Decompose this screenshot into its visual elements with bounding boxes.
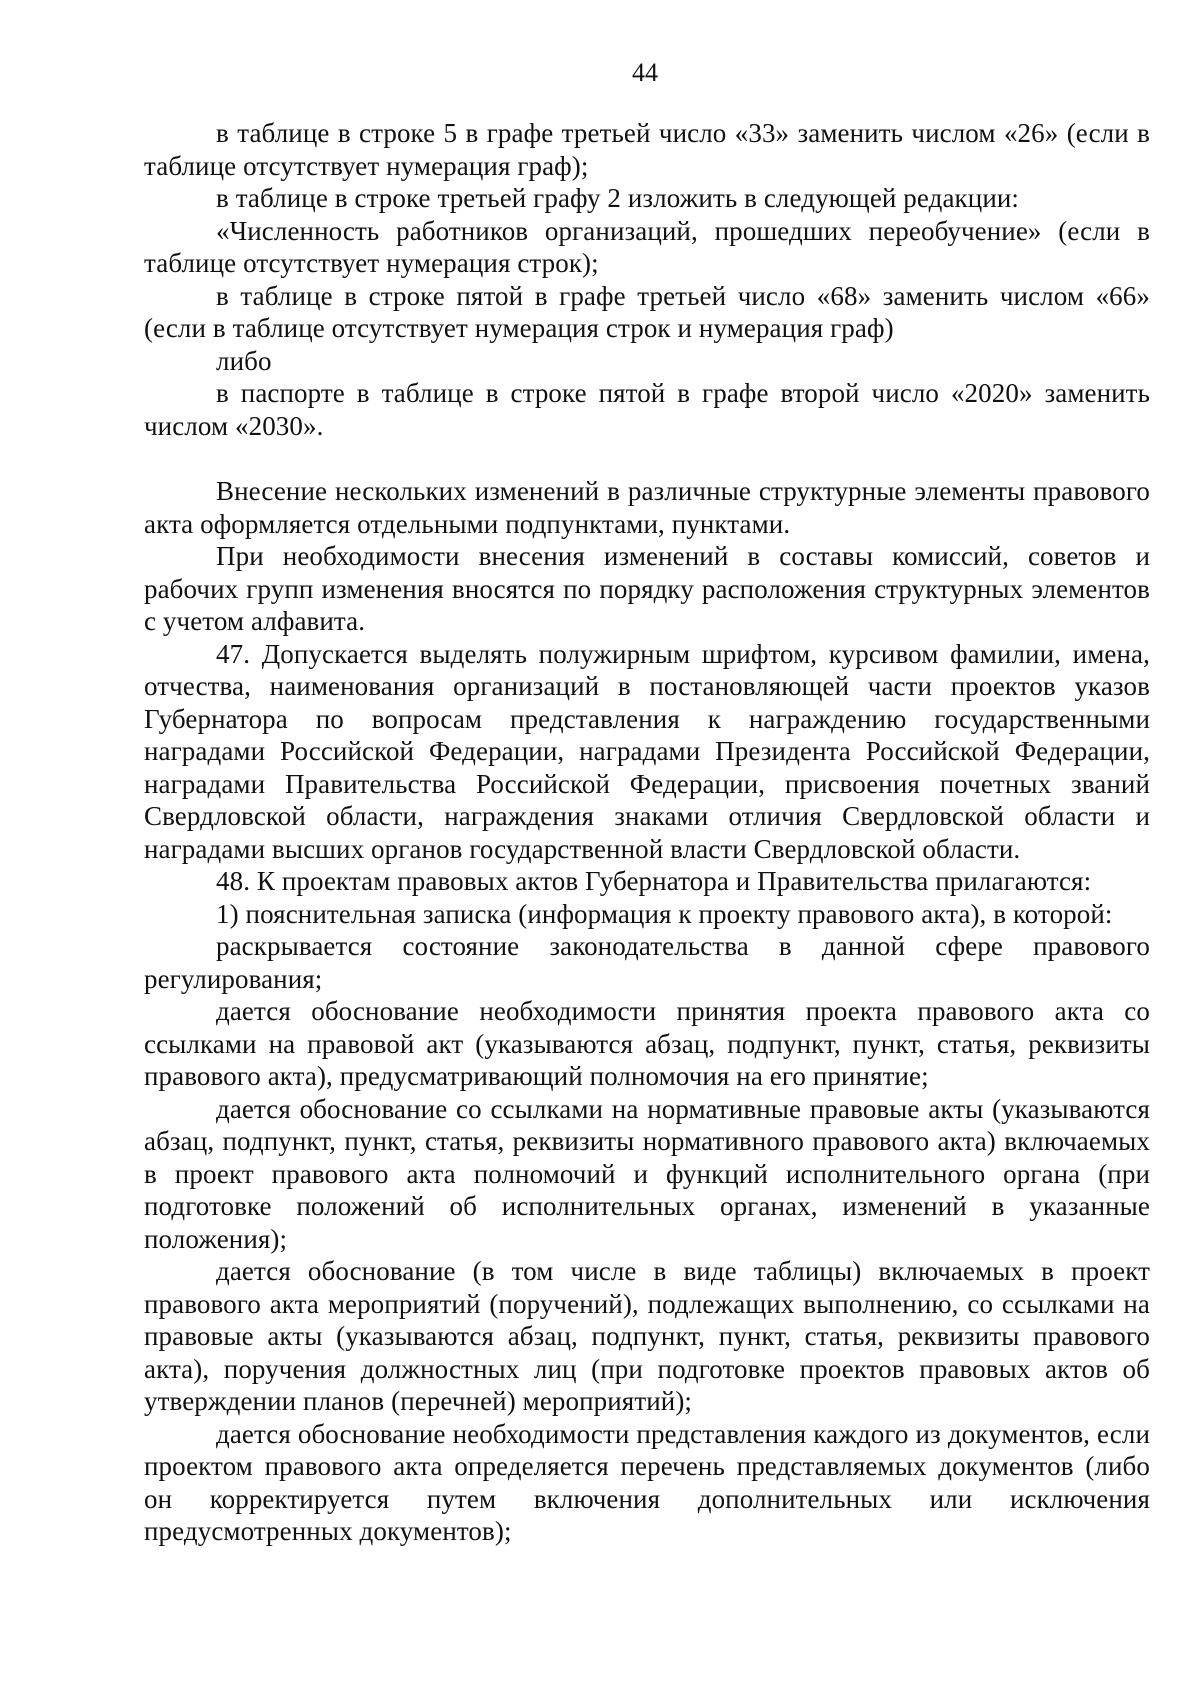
paragraph-documents-justification: дается обоснование необходимости представления каждого из документов, если проектом правового акта определяется перечень представляемых документов (либо он корректируется путем включения дополнительных или исключения предусмотренных документов); — [144, 1418, 1150, 1546]
paragraph-or: либо — [216, 345, 272, 376]
paragraph-powers-justification: дается обоснование со ссылками на нормативные правовые акты (указываются абзац, подпункт, пункт, статья, реквизиты нормативного правового акта) включаемых в проект правового акта полномочий и функций исполнительного органа (при подготовке положений об исполнительных органах, изменений в указанные положения); — [144, 1093, 1150, 1254]
paragraph-column-2-edit: в таблице в строке третьей графу 2 изложить в следующей редакции: — [216, 183, 1020, 213]
paragraph-legislation-state: раскрывается состояние законодательства в данной сфере правового регулирования; — [144, 931, 1150, 994]
document-body — [144, 117, 1150, 1548]
paragraph-commission-changes: При необходимости внесения изменений в составы комиссий, советов и рабочих групп изменения вносятся по порядку расположения структурных элементов с учетом алфавита. — [144, 541, 1150, 636]
paragraph-quoted-wording: «Численность работников организаций, прошедших переобучение» (если в таблице отсутствует нумерация строк); — [144, 215, 1150, 278]
paragraph-passport-replace-2020: в паспорте в таблице в строке пятой в графе второй число «2020» заменить числом «2030». — [144, 378, 1150, 441]
paragraph-replace-number-68: в таблице в строке пятой в графе третьей число «68» заменить числом «66» (если в таблице отсутствует нумерация строк и нумерация граф) — [144, 280, 1150, 343]
paragraph-clause-48: 48. К проектам правовых актов Губернатора и Правительства прилагаются: — [216, 866, 1092, 896]
paragraph-multiple-changes: Внесение нескольких изменений в различные структурные элементы правового акта оформляется отдельными подпунктами, пунктами. — [144, 476, 1150, 539]
paragraph-subclause-1: 1) пояснительная записка (информация к проекту правового акта), в которой: — [216, 898, 1113, 929]
paragraph-necessity-justification: дается обоснование необходимости принятия проекта правового акта со ссылками на правовой акт (указываются абзац, подпункт, пункт, статья, реквизиты правового акта), предусматривающий полномочия на его принятие; — [144, 996, 1150, 1091]
paragraph-measures-justification: дается обоснование (в том числе в виде таблицы) включаемых в проект правового акта мероприятий (поручений), подлежащих выполнению, со ссылками на правовые акты (указываются абзац, подпункт, пункт, статья, реквизиты правового акта), поручения должностных лиц (при подготовке проектов правовых актов об утверждении планов (перечней) мероприятий); — [144, 1256, 1150, 1416]
page-number: 44 — [632, 58, 658, 87]
paragraph-clause-47: 47. Допускается выделять полужирным шрифтом, курсивом фамилии, имена, отчества, наименования организаций в постановляющей части проектов указов Губернатора по вопросам представления к награждению государственными наградами Российской Федерации, наградами Президента Российской Федерации, наградами Правительства Российской Федерации, присвоения почетных званий Свердловской области, награждения знаками отличия Свердловской области и наградами высших органов государственной власти Свердловской области. — [144, 638, 1150, 864]
paragraph-replace-number-33: в таблице в строке 5 в графе третьей число «33» заменить числом «26» (если в таблице отсутствует нумерация граф); — [144, 118, 1150, 181]
